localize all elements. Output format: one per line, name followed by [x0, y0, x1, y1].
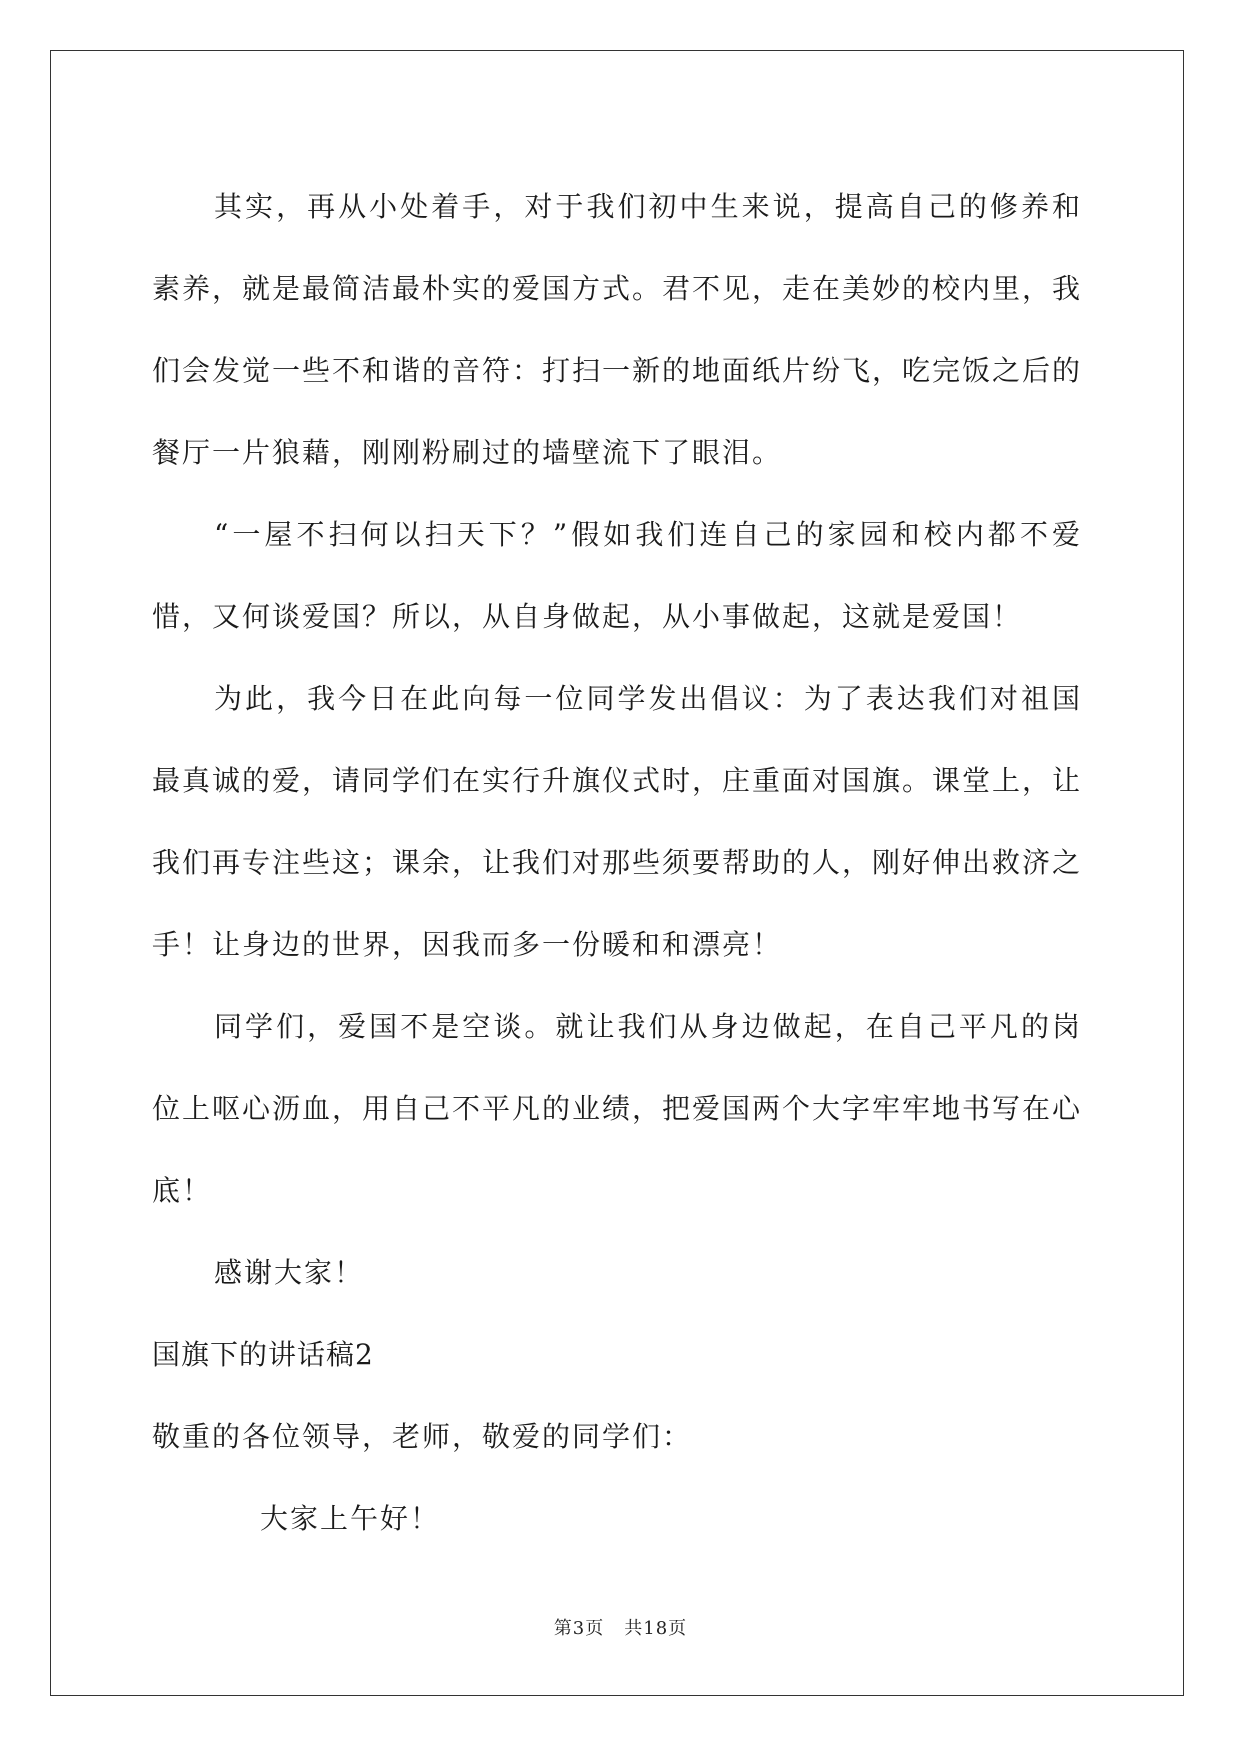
paragraph-2: “一屋不扫何以扫天下？”假如我们连自己的家园和校内都不爱惜，又何谈爱国？所以，从自身做起，从小事做起，这就是爱国！	[152, 518, 1082, 633]
page-number-total: 共18页	[624, 1618, 688, 1639]
paragraph-1: 其实，再从小处着手，对于我们初中生来说，提高自己的修养和素养，就是最简洁最朴实的爱国方式。君不见，走在美妙的校内里，我们会发觉一些不和谐的音符：打扫一新的地面纸片纷飞，吃完饭之后的餐厅一片狼藉，刚刚粉刷过的墙壁流下了眼泪。	[152, 190, 1083, 469]
paragraph-5: 感谢大家！	[214, 1256, 365, 1289]
page-footer	[0, 1614, 1241, 1640]
page-number-current: 第3页	[553, 1618, 605, 1639]
salutation: 敬重的各位领导，老师，敬爱的同学们：	[152, 1420, 693, 1453]
document-body	[152, 166, 1082, 1560]
paragraph-4: 同学们，爱国不是空谈。就让我们从身边做起，在自己平凡的岗位上呕心沥血，用自己不平凡的业绩，把爱国两个大字牢牢地书写在心底！	[152, 1010, 1083, 1207]
paragraph-3: 为此，我今日在此向每一位同学发出倡议：为了表达我们对祖国最真诚的爱，请同学们在实行升旗仪式时，庄重面对国旗。课堂上，让我们再专注些这；课余，让我们对那些须要帮助的人，刚好伸出救济之手！让身边的世界，因我而多一份暖和和漂亮！	[152, 682, 1083, 961]
section-title: 国旗下的讲话稿2	[152, 1338, 374, 1371]
greeting: 大家上午好！	[260, 1502, 441, 1535]
